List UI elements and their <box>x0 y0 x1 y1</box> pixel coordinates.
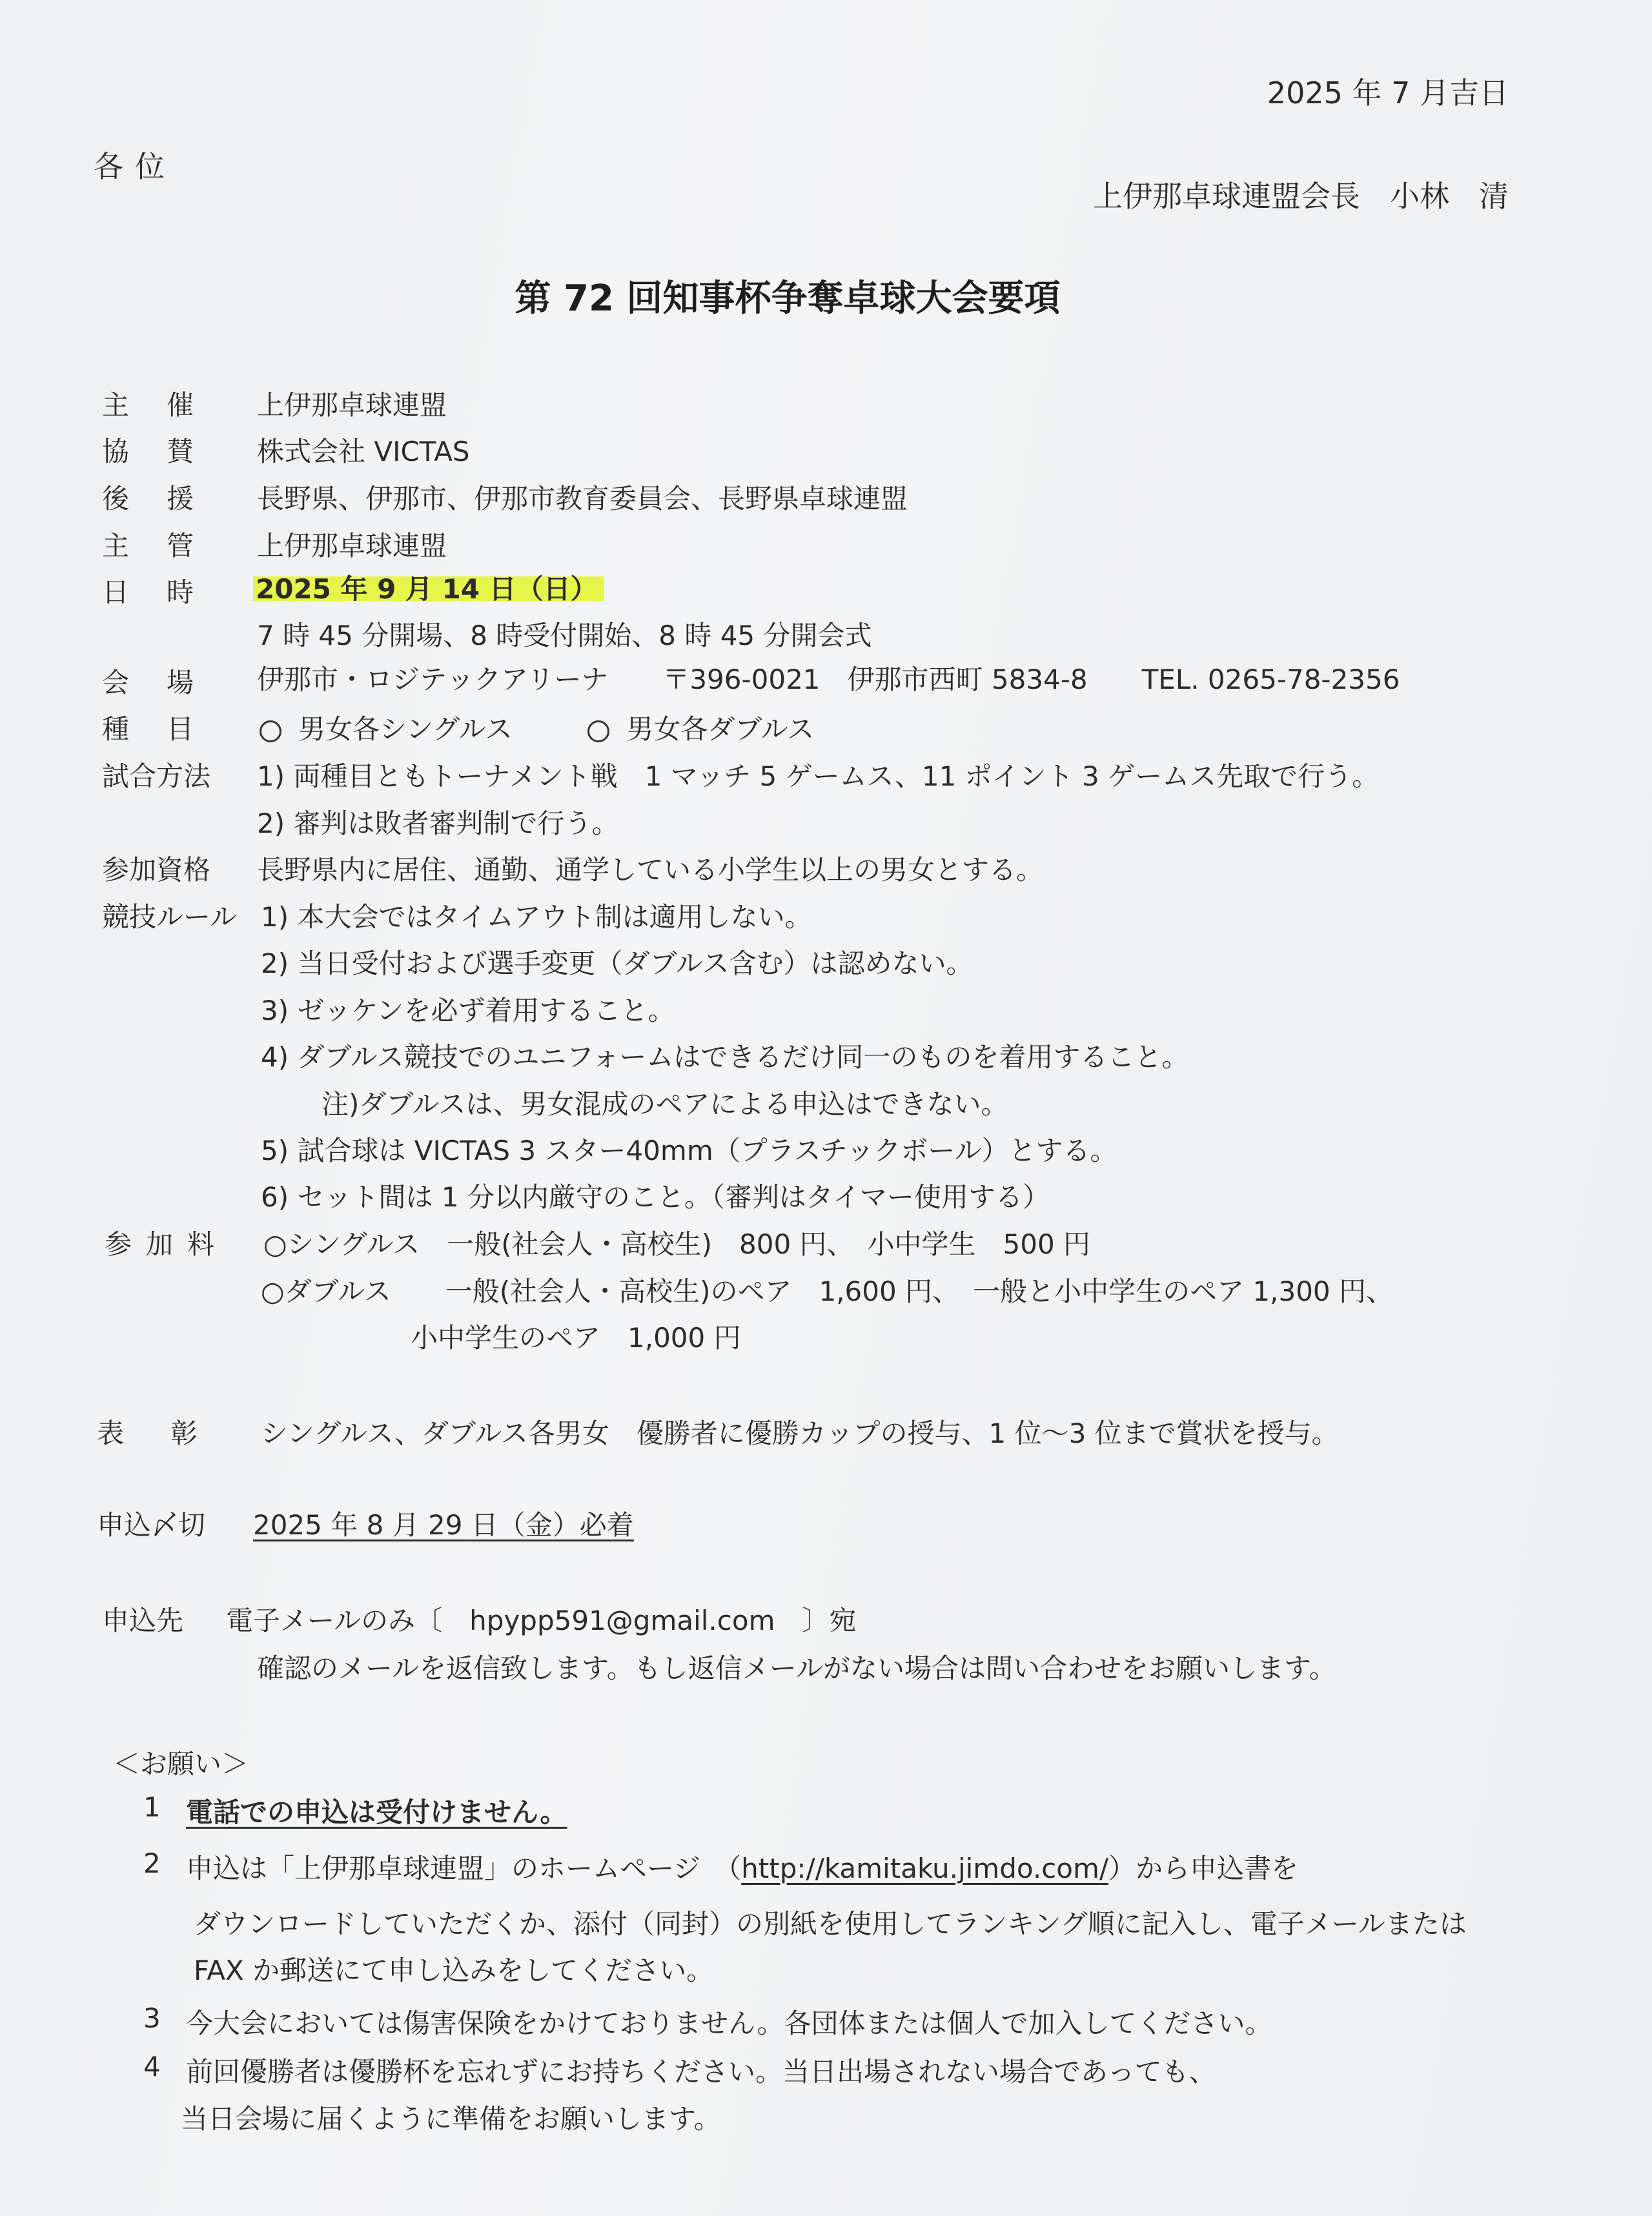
request-num: 1 <box>143 1791 161 1823</box>
rules-label: 競技ルール <box>102 901 238 933</box>
issue-date: 2025 年 7 月吉日 <box>1267 76 1509 110</box>
request-2-text-b: ）から申込書を <box>1108 1853 1299 1884</box>
support-value: 長野県、伊那市、伊那市教育委員会、長野県卓球連盟 <box>257 483 908 514</box>
method-2: 2) 審判は敗者審判制で行う。 <box>257 808 619 839</box>
sponsor-label: 協賛 <box>102 436 232 467</box>
fee-doubles-junior: 小中学生のペア 1,000 円 <box>411 1322 741 1354</box>
request-4: 前回優勝者は優勝杯を忘れずにお持ちください。当日出場されない場合であっても、 <box>186 2056 1216 2088</box>
sender: 上伊那卓球連盟会長 小林 清 <box>1093 179 1509 214</box>
requests-heading: ＜お願い＞ <box>113 1748 249 1780</box>
highlighted-date: 2025 年 9 月 14 日（日） <box>253 573 604 605</box>
award-label: 表彰 <box>97 1418 245 1449</box>
eligibility-label: 参加資格 <box>102 854 211 886</box>
venue-value: 伊那市・ロジテックアリーナ 〒396-0021 伊那市西町 5834-8 TEL. 0265-78-2356 <box>257 664 1400 695</box>
organizer-value: 上伊那卓球連盟 <box>257 389 447 421</box>
deadline-label: 申込〆切 <box>97 1509 206 1541</box>
event-doubles: 男女各ダブルス <box>626 713 815 745</box>
management-label: 主管 <box>102 530 232 562</box>
deadline-value: 2025 年 8 月 29 日（金）必着 <box>253 1509 634 1541</box>
request-1: 電話での申込は受付けません。 <box>186 1796 567 1828</box>
fee-doubles: ○ダブルス 一般(社会人・高校生)のペア 1,600 円、 一般と小中学生のペア 1,300 円、 <box>261 1276 1394 1307</box>
rule-note: 注)ダブルスは、男女混成のペアによる申込はできない。 <box>321 1088 1008 1120</box>
request-2-text-a: 申込は「上伊那卓球連盟」のホームページ （ <box>186 1853 742 1884</box>
document-title: 第 72 回知事杯争奪卓球大会要項 <box>515 278 1061 320</box>
request-3: 今大会においては傷害保険をかけておりません。各団体または個人で加入してください。 <box>186 2008 1272 2039</box>
request-num: 2 <box>143 1847 161 1879</box>
method-label: 試合方法 <box>102 760 211 792</box>
management-value: 上伊那卓球連盟 <box>257 530 447 562</box>
rule-item: 6) セット間は 1 分以内厳守のこと。（審判はタイマー使用する） <box>261 1181 1050 1213</box>
events-value <box>260 708 814 747</box>
rule-item: 3) ゼッケンを必ず着用すること。 <box>261 995 675 1026</box>
addressee: 各位 <box>94 149 176 184</box>
events-label: 種目 <box>102 713 232 745</box>
apply-value: 電子メールのみ〔 hpypp591@gmail.com 〕宛 <box>226 1605 857 1636</box>
request-num: 4 <box>143 2051 161 2082</box>
rule-item: 1) 本大会ではタイムアウト制は適用しない。 <box>261 901 812 933</box>
event-singles: 男女各シングルス <box>298 713 513 745</box>
datetime-label: 日時 <box>102 576 232 608</box>
sponsor-value: 株式会社 VICTAS <box>257 436 470 467</box>
datetime-times: 7 時 45 分開場、8 時受付開始、8 時 45 分開会式 <box>257 620 872 651</box>
request-2-cont: ダウンロードしていただくか、添付（同封）の別紙を使用してランキング順に記入し、電子メールまたは <box>194 1908 1467 1940</box>
homepage-link[interactable]: http://kamitaku.jimdo.com/ <box>741 1853 1109 1884</box>
circle-icon <box>587 720 609 742</box>
request-2 <box>186 1847 1298 1886</box>
apply-label: 申込先 <box>102 1605 184 1636</box>
rule-item: 4) ダブルス競技でのユニフォームはできるだけ同一のものを着用すること。 <box>261 1041 1189 1073</box>
apply-note: 確認のメールを返信致します。もし返信メールがない場合は問い合わせをお願いします。 <box>257 1652 1336 1684</box>
request-num: 3 <box>143 2002 161 2034</box>
request-2-cont: FAX か郵送にて申し込みをしてください。 <box>194 1955 714 1986</box>
circle-icon <box>260 720 281 742</box>
datetime-date <box>253 568 604 607</box>
fee-label: 参加料 <box>105 1228 229 1260</box>
award-value: シングルス、ダブルス各男女 優勝者に優勝カップの授与、1 位～3 位まで賞状を授与。 <box>261 1418 1339 1449</box>
eligibility-value: 長野県内に居住、通勤、通学している小学生以上の男女とする。 <box>257 854 1044 886</box>
rule-item: 5) 試合球は VICTAS 3 スター40mm（プラスチックボール）とする。 <box>261 1135 1117 1166</box>
method-1: 1) 両種目ともトーナメント戦 1 マッチ 5 ゲームス、11 ポイント 3 ゲームス先取で行う。 <box>257 760 1380 792</box>
rule-item: 2) 当日受付および選手変更（ダブルス含む）は認めない。 <box>261 948 974 979</box>
fee-singles: ○シングルス 一般(社会人・高校生) 800 円、 小中学生 500 円 <box>263 1228 1091 1260</box>
venue-label: 会場 <box>102 667 232 698</box>
organizer-label: 主催 <box>102 389 232 421</box>
request-4-cont: 当日会場に届くように準備をお願いします。 <box>181 2103 721 2135</box>
support-label: 後援 <box>102 483 232 514</box>
